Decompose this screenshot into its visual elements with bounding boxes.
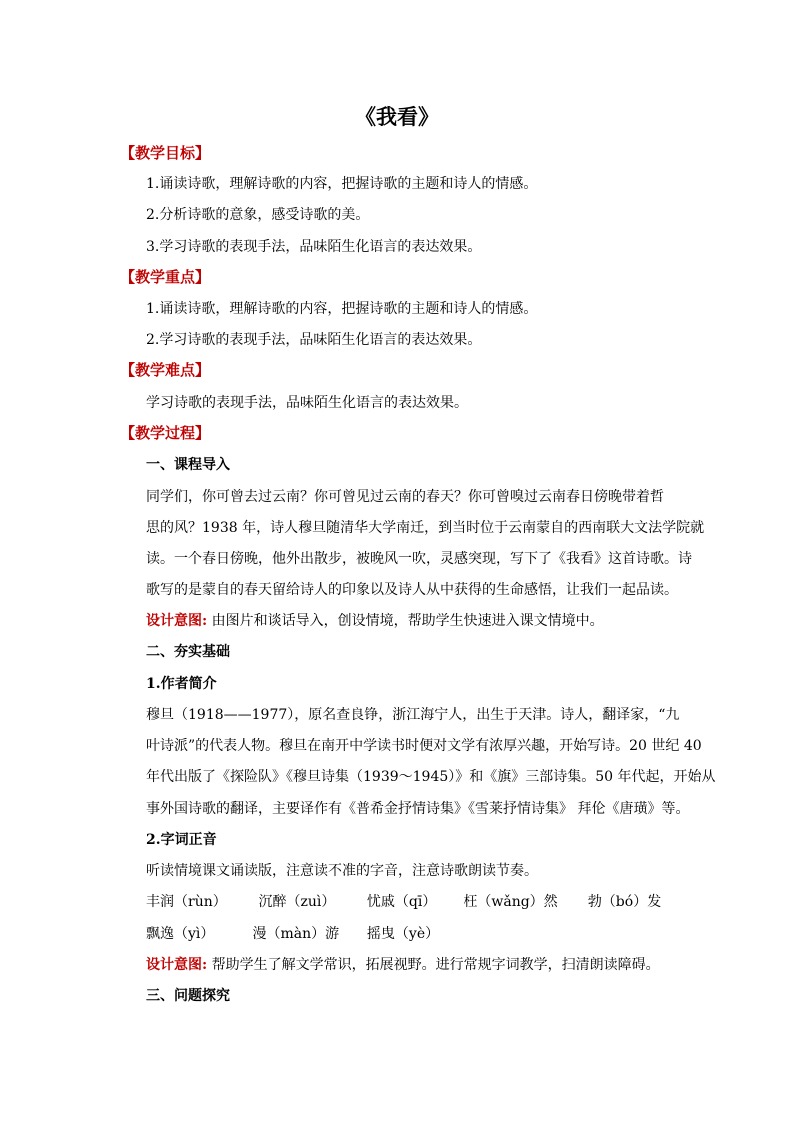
part3-title: 三、问题探究 <box>146 988 230 1004</box>
part1-line-2: 思的风？1938 年，诗人穆旦随清华大学南迁，到当时位于云南蒙自的西南联大文法学院就 <box>146 520 705 536</box>
key-point-item-2: 2.学习诗歌的表现手法，品味陌生化语言的表达效果。 <box>146 332 482 348</box>
objectives-heading: 【教学目标】 <box>120 144 211 162</box>
part1-line-4: 歌写的是蒙自的春天留给诗人的印象以及诗人从中获得的生命感悟，让我们一起品读。 <box>146 582 678 598</box>
part1-title: 一、课程导入 <box>146 457 230 473</box>
part2-design-intent <box>146 955 660 975</box>
difficulties-heading: 【教学难点】 <box>120 361 211 379</box>
difficulties-text: 学习诗歌的表现手法，品味陌生化语言的表达效果。 <box>146 395 468 411</box>
objective-item-1: 1.诵读诗歌，理解诗歌的内容，把握诗歌的主题和诗人的情感。 <box>146 176 538 192</box>
part1-line-1: 同学们，你可曾去过云南？你可曾见过云南的春天？你可曾嗅过云南春日傍晚带着哲 <box>146 489 664 505</box>
author-line-2: 叶诗派”的代表人物。穆旦在南开中学读书时便对文学有浓厚兴趣，开始写诗。20 世纪 40 <box>146 738 702 754</box>
pinyin-row-2 <box>146 924 439 944</box>
author-intro-title: 1.作者简介 <box>146 676 217 692</box>
pinyin-word: 沉醉（zuì） <box>258 894 336 910</box>
key-points-heading: 【教学重点】 <box>120 268 211 286</box>
author-line-4: 事外国诗歌的翻译，主要译作有《普希金抒情诗集》《雪莱抒情诗集》 拜伦《唐璜》等。 <box>146 801 690 817</box>
pinyin-word: 勃（bó）发 <box>587 894 662 910</box>
pinyin-word: 丰润（rùn） <box>146 894 227 910</box>
pinyin-row-1 <box>146 892 661 912</box>
part1-design-intent <box>146 611 604 631</box>
pinyin-word: 枉（wǎng）然 <box>463 894 558 910</box>
design-intent-text: 帮助学生了解文学常识，拓展视野。进行常规字词教学，扫清朗读障碍。 <box>211 957 660 973</box>
pinyin-word: 漫（màn）游 <box>252 926 340 942</box>
design-intent-text: 由图片和谈话导入，创设情境，帮助学生快速进入课文情境中。 <box>211 613 604 629</box>
design-intent-label: 设计意图: <box>146 613 208 629</box>
page-title: 《我看》 <box>355 104 439 129</box>
pinyin-word: 摇曳（yè） <box>366 926 440 942</box>
pronunciation-intro: 听读情境课文诵读版，注意读不准的字音，注意诗歌朗读节奏。 <box>146 863 538 879</box>
design-intent-label: 设计意图: <box>146 957 208 973</box>
pronunciation-title: 2.字词正音 <box>146 832 217 848</box>
author-line-1: 穆旦（1918——1977），原名查良铮，浙江海宁人，出生于天津。诗人，翻译家，“九 <box>146 707 680 723</box>
objective-item-3: 3.学习诗歌的表现手法，品味陌生化语言的表达效果。 <box>146 239 482 255</box>
key-point-item-1: 1.诵读诗歌，理解诗歌的内容，把握诗歌的主题和诗人的情感。 <box>146 301 538 317</box>
process-heading: 【教学过程】 <box>120 424 211 442</box>
author-line-3: 年代出版了《探险队》《穆旦诗集（1939～1945）》和《旗》三部诗集。50 年代起，开始从 <box>146 769 716 785</box>
objective-item-2: 2.分析诗歌的意象，感受诗歌的美。 <box>146 207 370 223</box>
pinyin-word: 忧戚（qī） <box>366 894 437 910</box>
part2-title: 二、夯实基础 <box>146 644 230 660</box>
pinyin-word: 飘逸（yì） <box>146 926 215 942</box>
part1-line-3: 读。一个春日傍晚，他外出散步，被晚风一吹，灵感突现，写下了《我看》这首诗歌。诗 <box>146 551 692 567</box>
